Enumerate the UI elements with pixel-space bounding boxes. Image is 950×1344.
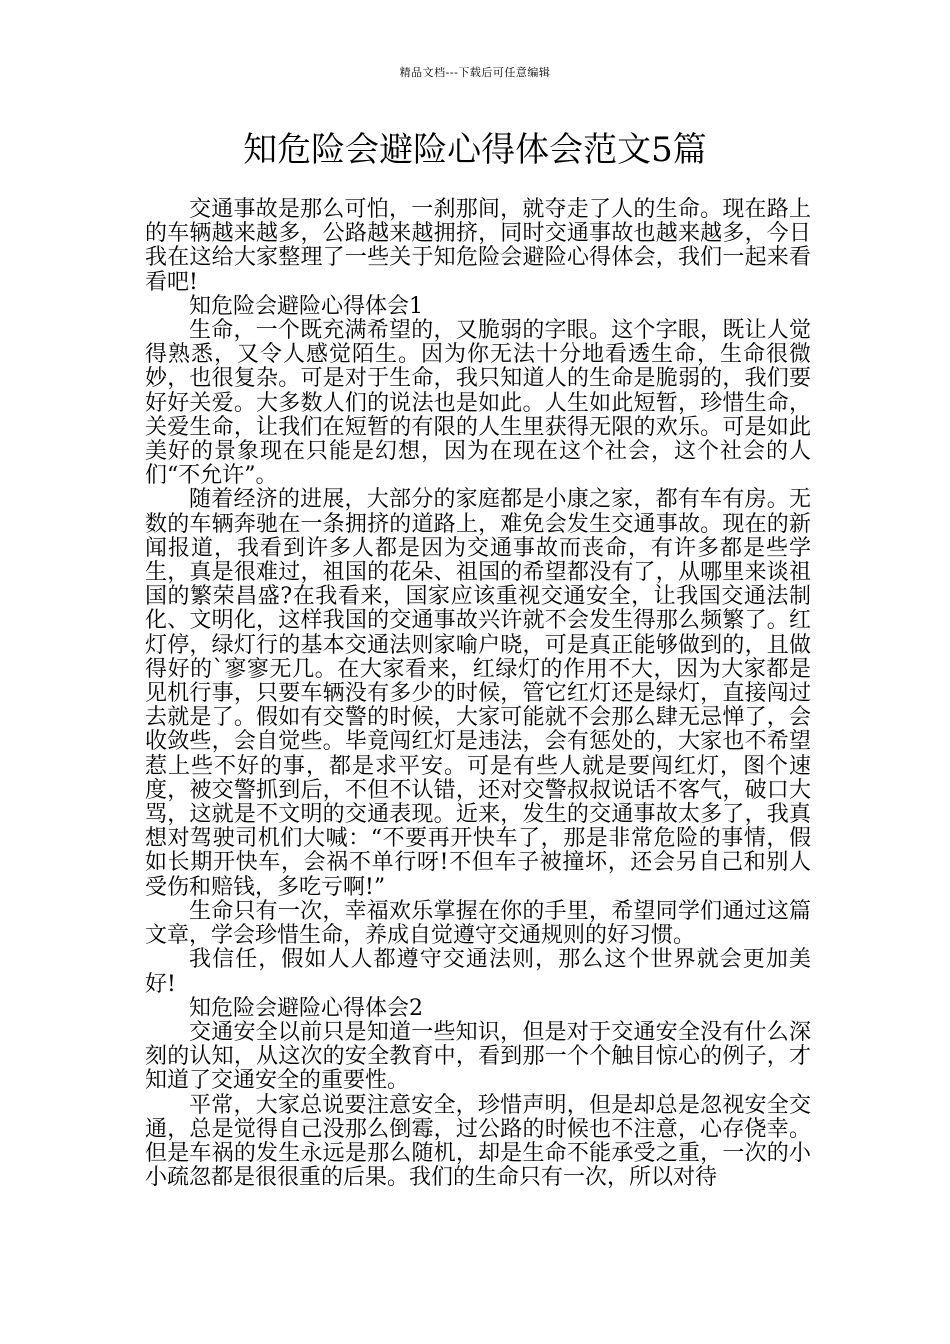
section-heading-1: 知危险会避险心得体会1 (189, 293, 423, 319)
header-note: 精品文档---下载后可任意编辑 (399, 66, 551, 79)
paragraph: 生命，一个既充满希望的，又脆弱的字眼。这个字眼，既让人觉得熟悉，又令人感觉陌生。因为你无法十分地看透生命，生命很微妙，也很复杂。可是对于生命，我只知道人的生命是脆弱的，我们要好好关爱。大多数人们的说法也是如此。人生如此短暂，珍惜生命，关爱生命，让我们在短暂的有限的人生里获得无限的欢乐。可是如此美好的景象现在只能是幻想，因为在现在这个社会，这个社会的人们“不允许”。 (145, 318, 811, 489)
paragraph: 我信任，假如人人都遵守交通法则，那么这个世界就会更加美好! (145, 947, 811, 997)
paragraph: 交通安全以前只是知道一些知识，但是对于交通安全没有什么深刻的认知，从这次的安全教育中，看到那一个个触目惊心的例子，才知道了交通安全的重要性。 (145, 1019, 811, 1094)
paragraph: 平常，大家总说要注意安全，珍惜声明，但是却总是忽视安全交通，总是觉得自己没那么倒霉，过公路的时候也不注意，心存侥幸。但是车祸的发生永远是那么随机，却是生命不能承受之重，一次的小小疏忽都是很很重的后果。我们的生命只有一次，所以对待 (145, 1092, 811, 1191)
paragraph-intro: 交通事故是那么可怕，一刹那间，就夺走了人的生命。现在路上的车辆越来越多，公路越来越拥挤，同时交通事故也越来越多，今日我在这给大家整理了一些关于知危险会避险心得体会，我们一起来看看吧! (145, 197, 811, 295)
document-title: 知危险会避险心得体会范文5篇 (243, 130, 707, 170)
paragraph: 生命只有一次，幸福欢乐掌握在你的手里，希望同学们通过这篇文章，学会珍惜生命，养成自觉遵守交通规则的好习惯。 (145, 898, 811, 949)
paragraph: 随着经济的进展，大部分的家庭都是小康之家，都有车有房。无数的车辆奔驰在一条拥挤的道路上，难免会发生交通事故。现在的新闻报道，我看到许多人都是因为交通事故而丧命，有许多都是些学生，真是很难过，祖国的花朵、祖国的希望都没有了，从哪里来谈祖国的繁荣昌盛?在我看来，国家应该重视交通安全，让我国交通法制化、文明化，这样我国的交通事故兴许就不会发生得那么频繁了。红灯停，绿灯行的基本交通法则家喻户晓，可是真正能够做到的，且做得好的`寥寥无几。在大家看来，红绿灯的作用不大，因为大家都是见机行事，只要车辆没有多少的时候，管它红灯还是绿灯，直接闯过去就是了。假如有交警的时候，大家可能就不会那么肆无忌惮了，会收敛些，会自觉些。毕竟闯红灯是违法，会有惩处的，大家也不希望惹上些不好的事，都是求平安。可是有些人就是要闯红灯，图个速度，被交警抓到后，不但不认错，还对交警叔叔说话不客气，破口大骂，这就是不文明的交通表现。近来，发生的交通事故太多了，我真想对驾驶司机们大喊：“不要再开快车了，那是非常危险的事情，假如长期开快车，会祸不单行呀!不但车子被撞坏，还会另自己和别人受伤和赔钱，多吃亏啊!” (145, 487, 811, 900)
section-heading-2: 知危险会避险心得体会2 (189, 995, 423, 1021)
document-body (145, 198, 811, 1190)
